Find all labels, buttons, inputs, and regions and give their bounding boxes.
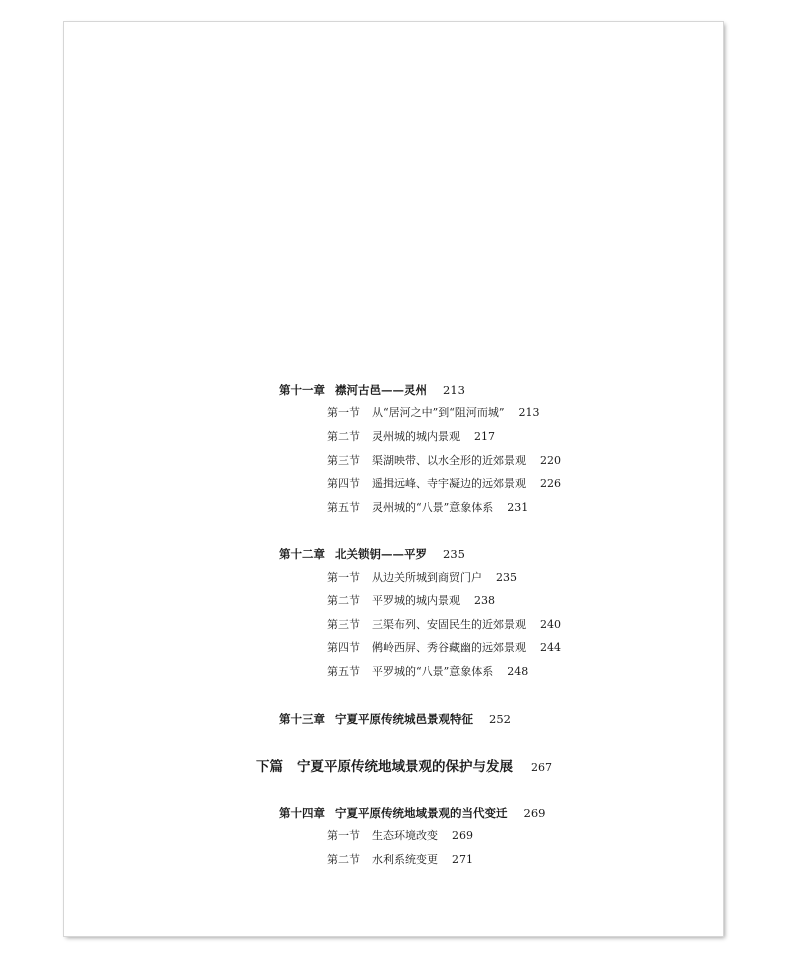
toc-section bbox=[327, 665, 528, 679]
page-number: 235 bbox=[443, 547, 465, 561]
page-number: 231 bbox=[507, 501, 529, 514]
page-number: 238 bbox=[474, 594, 495, 607]
toc-chapter-14 bbox=[279, 806, 545, 820]
page-number: 248 bbox=[507, 665, 529, 678]
page-number: 269 bbox=[523, 806, 546, 820]
section-label: 第二节 bbox=[327, 430, 360, 443]
page-number: 240 bbox=[540, 618, 561, 631]
chapter-title: 北关锁钥——平罗 bbox=[335, 547, 427, 561]
page-number: 269 bbox=[452, 829, 473, 842]
section-title: 平罗城的城内景观 bbox=[372, 594, 460, 607]
section-title: 鸺岭西屏、秀谷藏幽的远郊景观 bbox=[372, 641, 526, 654]
section-label: 第一节 bbox=[327, 829, 360, 842]
page-number: 226 bbox=[540, 477, 561, 490]
section-label: 第二节 bbox=[327, 853, 360, 866]
page-number: 213 bbox=[518, 406, 540, 419]
section-title: 灵州城的“八景”意象体系 bbox=[372, 501, 494, 514]
section-label: 第四节 bbox=[327, 641, 360, 654]
chapter-label: 第十一章 bbox=[279, 383, 325, 397]
section-label: 第四节 bbox=[327, 477, 360, 490]
toc-section bbox=[327, 594, 495, 608]
page-number: 252 bbox=[489, 712, 511, 726]
toc-section bbox=[327, 829, 473, 843]
section-label: 第五节 bbox=[327, 501, 360, 514]
section-label: 第二节 bbox=[327, 594, 360, 607]
section-label: 第一节 bbox=[327, 406, 360, 419]
toc-chapter-13 bbox=[279, 712, 511, 726]
chapter-title: 宁夏平原传统城邑景观特征 bbox=[335, 712, 473, 726]
section-title: 平罗城的“八景”意象体系 bbox=[372, 665, 494, 678]
section-title: 生态环境改变 bbox=[372, 829, 438, 842]
toc-section bbox=[327, 477, 561, 491]
section-label: 第五节 bbox=[327, 665, 360, 678]
chapter-label: 第十四章 bbox=[279, 806, 325, 820]
page-number: 271 bbox=[452, 853, 473, 866]
toc-section bbox=[327, 618, 561, 632]
chapter-title: 宁夏平原传统地域景观的当代变迁 bbox=[335, 806, 508, 820]
page-number: 217 bbox=[474, 430, 495, 443]
section-label: 第一节 bbox=[327, 571, 360, 584]
section-title: 从“居河之中”到“阻河而城” bbox=[372, 406, 505, 419]
toc-section bbox=[327, 454, 561, 468]
page-number: 235 bbox=[496, 571, 517, 584]
chapter-label: 第十三章 bbox=[279, 712, 325, 726]
toc-chapter-12 bbox=[279, 547, 465, 561]
toc-section bbox=[327, 430, 495, 444]
section-title: 水利系统变更 bbox=[372, 853, 438, 866]
toc-part-3 bbox=[256, 759, 552, 776]
toc-section bbox=[327, 853, 473, 867]
section-title: 遥揖远峰、寺宇凝边的远郊景观 bbox=[372, 477, 526, 490]
part-title: 宁夏平原传统地域景观的保护与发展 bbox=[297, 759, 513, 775]
chapter-label: 第十二章 bbox=[279, 547, 325, 561]
page-number: 267 bbox=[531, 761, 552, 774]
page-number: 220 bbox=[540, 454, 561, 467]
section-title: 从边关所城到商贸门户 bbox=[372, 571, 482, 584]
chapter-title: 襟河古邑——灵州 bbox=[335, 383, 427, 397]
page-number: 244 bbox=[540, 641, 561, 654]
page-number: 213 bbox=[443, 383, 465, 397]
section-title: 三渠布列、安固民生的近郊景观 bbox=[372, 618, 526, 631]
section-label: 第三节 bbox=[327, 618, 360, 631]
section-title: 灵州城的城内景观 bbox=[372, 430, 460, 443]
toc-section bbox=[327, 406, 540, 420]
toc-chapter-11 bbox=[279, 383, 465, 397]
toc-section bbox=[327, 571, 517, 585]
section-title: 渠湖映带、以水全形的近郊景观 bbox=[372, 454, 526, 467]
book-page bbox=[64, 22, 723, 936]
toc-section bbox=[327, 501, 528, 515]
section-label: 第三节 bbox=[327, 454, 360, 467]
toc-section bbox=[327, 641, 561, 655]
part-label: 下篇 bbox=[256, 759, 283, 775]
